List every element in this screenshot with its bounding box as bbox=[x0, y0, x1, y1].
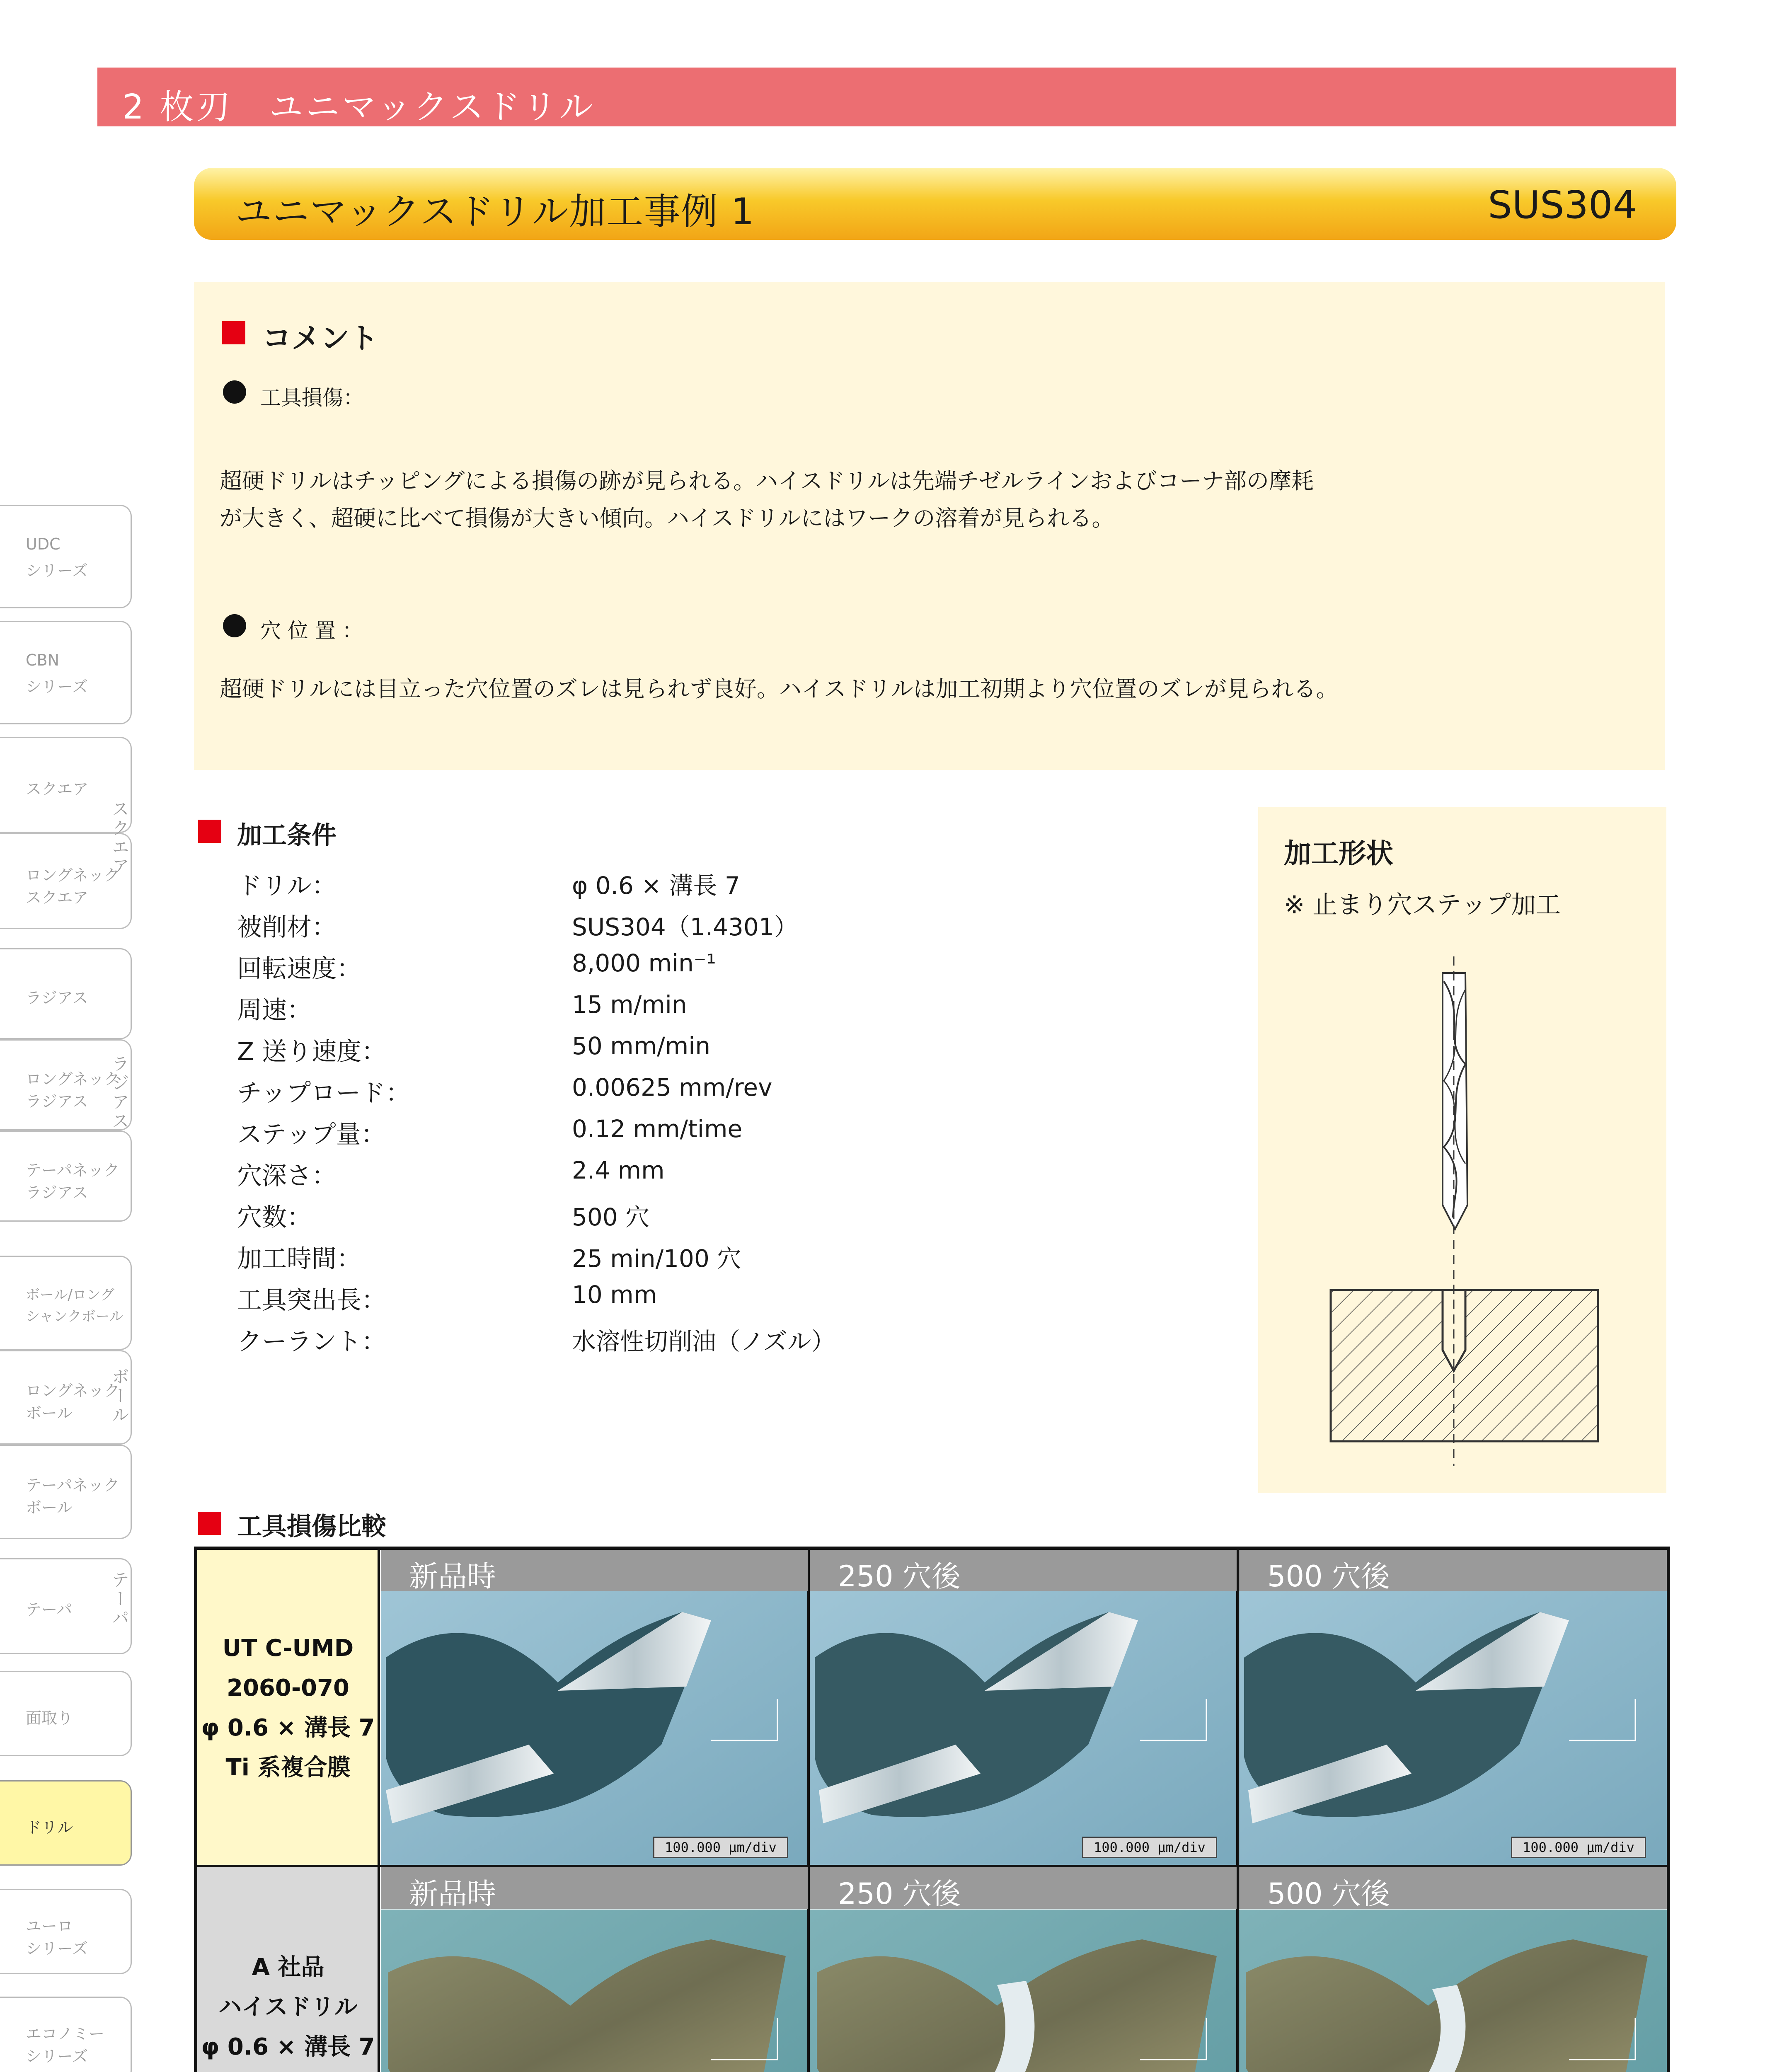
side-tab-taperneck-radius[interactable]: テーパネック ラジアス bbox=[0, 1130, 132, 1222]
side-tab-euro[interactable]: ユーロ シリーズ bbox=[0, 1889, 132, 1974]
column-header-label: 250 穴後 bbox=[838, 1877, 961, 1911]
tool-damage-text-2: が大きく、超硬に比べて損傷が大きい傾向。ハイスドリルにはワークの溶着が見られる。 bbox=[220, 505, 1114, 531]
page-title: ユニマックスドリル加工事例 1 bbox=[235, 190, 755, 233]
scale-readout: 100.000 μm/div bbox=[1511, 1837, 1646, 1858]
side-tab-taperneck-ball[interactable]: テーパネック ボール bbox=[0, 1445, 132, 1539]
column-header bbox=[381, 1867, 808, 1909]
side-tab-udc[interactable]: UDC シリーズ bbox=[0, 505, 132, 608]
shape-box bbox=[1258, 807, 1666, 1493]
side-tab-chamfer[interactable]: 面取り bbox=[0, 1671, 132, 1756]
side-tab-longneck-square[interactable]: ロングネック スクエア bbox=[0, 833, 132, 929]
side-tab-taper[interactable]: テーパ bbox=[0, 1558, 132, 1654]
condition-label: 工具突出長： bbox=[237, 1286, 386, 1315]
column-header-label: 250 穴後 bbox=[838, 1559, 961, 1593]
column-header-label: 新品時 bbox=[409, 1877, 496, 1911]
condition-label: Z 送り速度： bbox=[237, 1037, 387, 1066]
condition-value: 25 min/100 穴 bbox=[572, 1244, 741, 1273]
drill-icon bbox=[1443, 973, 1467, 1229]
section-header-text: 2 枚刃 ユニマックスドリル bbox=[122, 87, 596, 127]
condition-label: 穴深さ： bbox=[237, 1162, 337, 1191]
column-header bbox=[381, 1550, 808, 1591]
row-label-hss: A 社品 ハイスドリル φ 0.6 × 溝長 7 bbox=[201, 1954, 375, 2060]
condition-label: 加工時間： bbox=[237, 1244, 361, 1273]
side-tab-cbn[interactable]: CBN シリーズ bbox=[0, 621, 132, 724]
column-header bbox=[810, 1550, 1237, 1591]
condition-value: 0.00625 mm/rev bbox=[572, 1073, 772, 1101]
condition-label: 周速： bbox=[237, 996, 312, 1025]
red-square-icon bbox=[198, 1512, 221, 1535]
side-tab-economy[interactable]: エコノミー シリーズ bbox=[0, 1997, 132, 2072]
comment-heading: コメント bbox=[262, 321, 378, 355]
shape-note: ※ 止まり穴ステップ加工 bbox=[1284, 891, 1561, 920]
side-tab-longneck-radius[interactable]: ロングネック ラジアス bbox=[0, 1039, 132, 1130]
condition-label: 被削材： bbox=[237, 913, 337, 942]
condition-value: 500 穴 bbox=[572, 1203, 650, 1231]
material-label: SUS304 bbox=[1488, 183, 1637, 227]
condition-value: 0.12 mm/time bbox=[572, 1115, 743, 1143]
condition-value: φ 0.6 × 溝長 7 bbox=[572, 871, 740, 900]
tool-damage-label: 工具損傷： bbox=[260, 386, 364, 410]
red-square-icon bbox=[198, 820, 221, 843]
column-header-label: 500 穴後 bbox=[1267, 1877, 1390, 1911]
hole-position-text: 超硬ドリルには目立った穴位置のズレは見られず良好。ハイスドリルは加工初期より穴位置のズレが見られる。 bbox=[220, 676, 1339, 702]
shape-heading: 加工形状 bbox=[1284, 838, 1393, 869]
bullet-icon bbox=[223, 614, 246, 637]
comparison-table bbox=[194, 1547, 1670, 2072]
side-tab-ball-longshank[interactable]: ボール/ロング シャンクボール bbox=[0, 1256, 132, 1350]
condition-label: ドリル： bbox=[237, 871, 337, 900]
condition-label: クーラント： bbox=[237, 1327, 386, 1356]
condition-value: 2.4 mm bbox=[572, 1156, 665, 1184]
condition-label: チップロード： bbox=[237, 1079, 411, 1108]
condition-label: 回転速度： bbox=[237, 954, 361, 983]
side-group-radius: ラジアス bbox=[109, 1055, 130, 1131]
condition-value: 15 m/min bbox=[572, 990, 687, 1019]
bullet-icon bbox=[223, 380, 246, 404]
scale-readout: 100.000 μm/div bbox=[1082, 1837, 1217, 1858]
condition-value: 8,000 min⁻¹ bbox=[572, 949, 716, 977]
section-header bbox=[97, 68, 1676, 126]
condition-value: SUS304（1.4301） bbox=[572, 913, 798, 941]
side-group-ball: ボール bbox=[109, 1368, 130, 1425]
condition-value: 50 mm/min bbox=[572, 1032, 711, 1060]
row-label-carbide: UT C-UMD 2060-070 φ 0.6 × 溝長 7 Ti 系複合膜 bbox=[201, 1635, 375, 1781]
comment-box bbox=[194, 282, 1665, 770]
side-tab-drill[interactable]: ドリル bbox=[0, 1780, 132, 1866]
condition-label: 穴数： bbox=[237, 1203, 312, 1232]
conditions-heading: 加工条件 bbox=[237, 821, 337, 850]
column-header-label: 500 穴後 bbox=[1267, 1559, 1390, 1593]
column-header bbox=[1239, 1550, 1667, 1591]
drill-hole-diagram bbox=[1258, 807, 1666, 1493]
comparison-heading: 工具損傷比較 bbox=[237, 1512, 386, 1541]
side-group-taper: テーパ bbox=[109, 1571, 130, 1628]
column-header bbox=[810, 1867, 1237, 1909]
condition-value: 水溶性切削油（ノズル） bbox=[572, 1327, 835, 1356]
red-square-icon bbox=[222, 321, 245, 344]
table-photos bbox=[197, 1550, 1667, 2072]
title-bar bbox=[194, 168, 1676, 240]
side-group-square: スクエア bbox=[109, 800, 130, 876]
column-header bbox=[1239, 1867, 1667, 1909]
column-header-label: 新品時 bbox=[409, 1559, 496, 1593]
hole-position-label: 穴 位 置 ： bbox=[260, 619, 363, 643]
scale-readout: 100.000 μm/div bbox=[653, 1837, 788, 1858]
side-tab-square[interactable]: スクエア bbox=[0, 737, 132, 833]
side-tab-longneck-ball[interactable]: ロングネック ボール bbox=[0, 1350, 132, 1445]
condition-value: 10 mm bbox=[572, 1280, 657, 1309]
condition-label: ステップ量： bbox=[237, 1120, 386, 1149]
tool-damage-text-1: 超硬ドリルはチッピングによる損傷の跡が見られる。ハイスドリルは先端チゼルラインおよびコーナ部の摩耗 bbox=[220, 468, 1314, 494]
side-tab-radius[interactable]: ラジアス bbox=[0, 948, 132, 1039]
